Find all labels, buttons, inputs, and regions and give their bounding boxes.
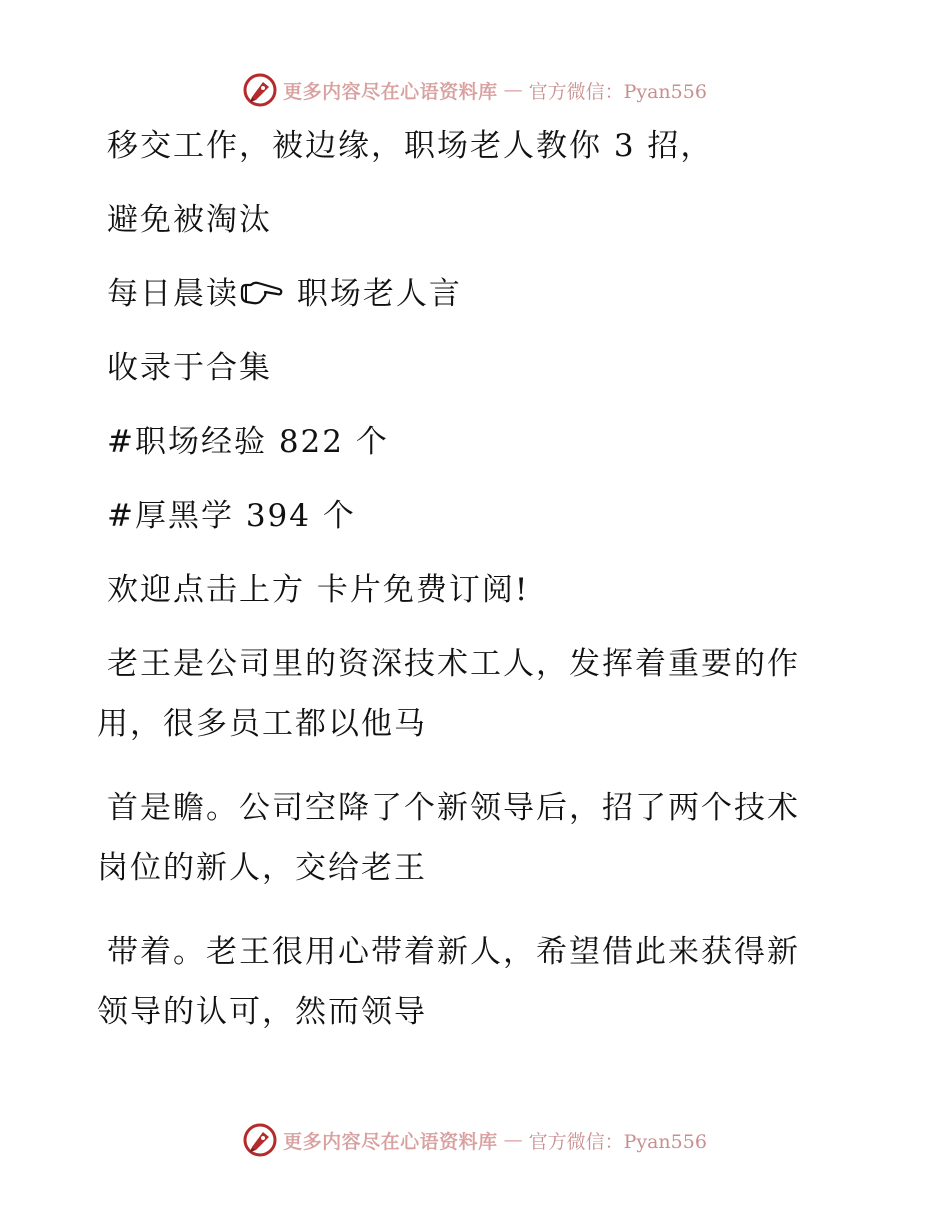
paragraph-1-line-1: 老王是公司里的资深技术工人，发挥着重要的作	[107, 646, 800, 682]
banner-title: 更多内容尽在心语资料库	[283, 1130, 498, 1153]
paragraph-2-line-1: 首是瞻。公司空降了个新领导后，招了两个技术	[107, 790, 800, 826]
collection-label: 收录于合集	[107, 350, 272, 386]
column-name: 职场老人言	[285, 276, 462, 312]
title-line-2: 避免被淘汰	[107, 202, 272, 238]
header-banner	[0, 70, 950, 110]
paragraph-2-line-2: 岗位的新人，交给老王	[97, 850, 427, 886]
tag-thick-black-theory[interactable]: #厚黑学 394 个	[107, 498, 356, 534]
footer-banner	[0, 1120, 950, 1160]
banner-contact: 官方微信：Pyan556	[528, 1130, 707, 1153]
title-line-1: 移交工作，被边缘，职场老人教你 3 招，	[107, 128, 714, 164]
pointing-finger-icon	[239, 279, 283, 307]
pen-nib-icon	[243, 73, 277, 107]
article-body	[97, 122, 837, 1036]
banner-contact: 官方微信：Pyan556	[528, 80, 707, 103]
column-line	[97, 270, 837, 318]
banner-dash: —	[503, 1129, 523, 1151]
banner-title: 更多内容尽在心语资料库	[283, 80, 498, 103]
paragraph-3-line-1: 带着。老王很用心带着新人，希望借此来获得新	[107, 934, 800, 970]
tag-workplace-experience[interactable]: #职场经验 822 个	[107, 424, 389, 460]
paragraph-1-line-2: 用，很多员工都以他马	[97, 706, 427, 742]
paragraph-3-line-2: 领导的认可，然而领导	[97, 994, 427, 1030]
pen-nib-icon	[243, 1123, 277, 1157]
subscribe-prompt: 欢迎点击上方 卡片免费订阅!	[107, 572, 530, 608]
banner-dash: —	[503, 79, 523, 101]
column-prefix: 每日晨读	[107, 276, 239, 312]
